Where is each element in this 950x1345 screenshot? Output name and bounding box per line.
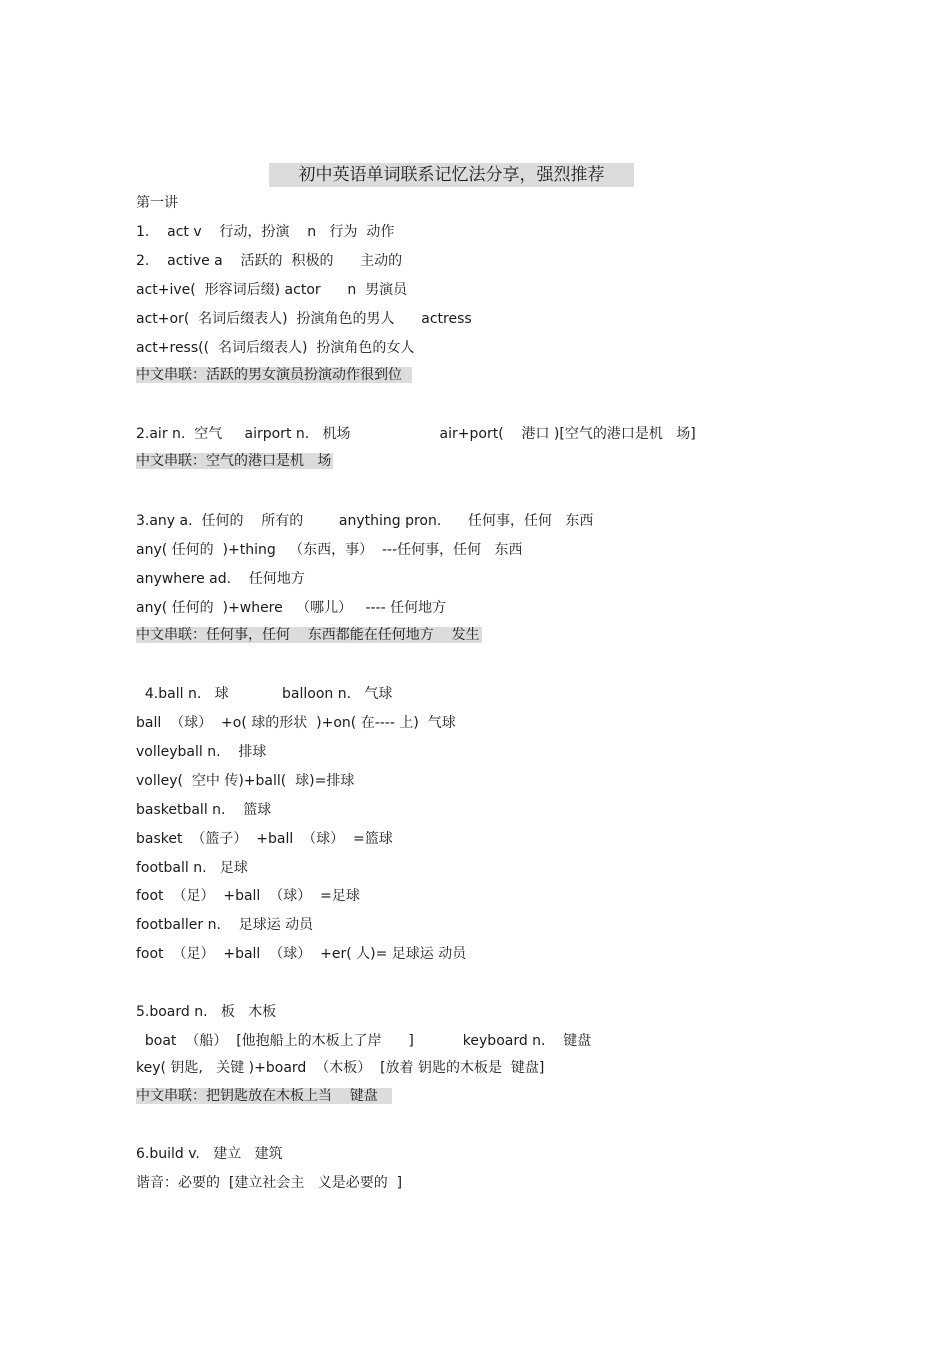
- text-line: act+or( 名词后缀表人) 扮演角色的男人 actress: [136, 311, 472, 327]
- text-line: 谐音：必要的 [建立社会主 义是必要的 ]: [136, 1175, 403, 1191]
- text-line: anywhere ad. 任何地方: [136, 571, 305, 587]
- summary-highlight: 中文串联：任何事，任何 东西都能在任何地方 发生: [136, 627, 480, 643]
- summary-line: [136, 625, 482, 645]
- text-line: ball （球） +o( 球的形状 )+on( 在---- 上) 气球: [136, 715, 456, 731]
- text-line: 5.board n. 板 木板: [136, 1004, 277, 1020]
- text-line: 2.air n. 空气 airport n. 机场 air+port( 港口 )[空气的港口是机 场]: [136, 426, 696, 442]
- summary-highlight: 中文串联：活跃的男女演员扮演动作很到位: [136, 367, 412, 383]
- summary-line: [136, 1086, 392, 1106]
- text-line: volley( 空中 传)+ball( 球)=排球: [136, 773, 355, 789]
- text-line: any( 任何的 )+where （哪儿） ---- 任何地方: [136, 600, 447, 616]
- text-line: act+ive( 形容词后缀) actor n 男演员: [136, 282, 408, 298]
- text-line: 6.build v. 建立 建筑: [136, 1146, 283, 1162]
- summary-line: [136, 365, 412, 385]
- text-line: 3.any a. 任何的 所有的 anything pron. 任何事，任何 东西: [136, 513, 594, 529]
- text-line: basket （篮子） +ball （球） =篮球: [136, 831, 393, 847]
- summary-line: [136, 451, 333, 471]
- text-line: key( 钥匙, 关键 )+board （木板） [放着 钥匙的木板是 键盘]: [136, 1060, 545, 1076]
- document-title: 初中英语单词联系记忆法分享，强烈推荐: [269, 163, 634, 187]
- text-line: volleyball n. 排球: [136, 744, 267, 760]
- text-line: act+ress(( 名词后缀表人) 扮演角色的女人: [136, 340, 415, 356]
- text-line: foot （足） +ball （球） +er( 人)= 足球运 动员: [136, 946, 467, 962]
- text-line: basketball n. 篮球: [136, 802, 272, 818]
- text-line: 4.ball n. 球 balloon n. 气球: [136, 686, 393, 702]
- text-line: foot （足） +ball （球） =足球: [136, 888, 360, 904]
- text-line: 1. act v 行动，扮演 n 行为 动作: [136, 224, 395, 240]
- lecture-heading: 第一讲: [136, 195, 178, 211]
- text-line: footballer n. 足球运 动员: [136, 917, 314, 933]
- text-line: boat （船） [他抱船上的木板上了岸 ] keyboard n. 键盘: [136, 1033, 592, 1049]
- summary-highlight: 中文串联：空气的港口是机 场: [136, 453, 332, 469]
- text-line: 2. active a 活跃的 积极的 主动的: [136, 253, 403, 269]
- summary-highlight: 中文串联：把钥匙放在木板上当 键盘: [136, 1088, 392, 1104]
- text-line: any( 任何的 )+thing （东西，事） ---任何事，任何 东西: [136, 542, 523, 558]
- text-line: football n. 足球: [136, 860, 248, 876]
